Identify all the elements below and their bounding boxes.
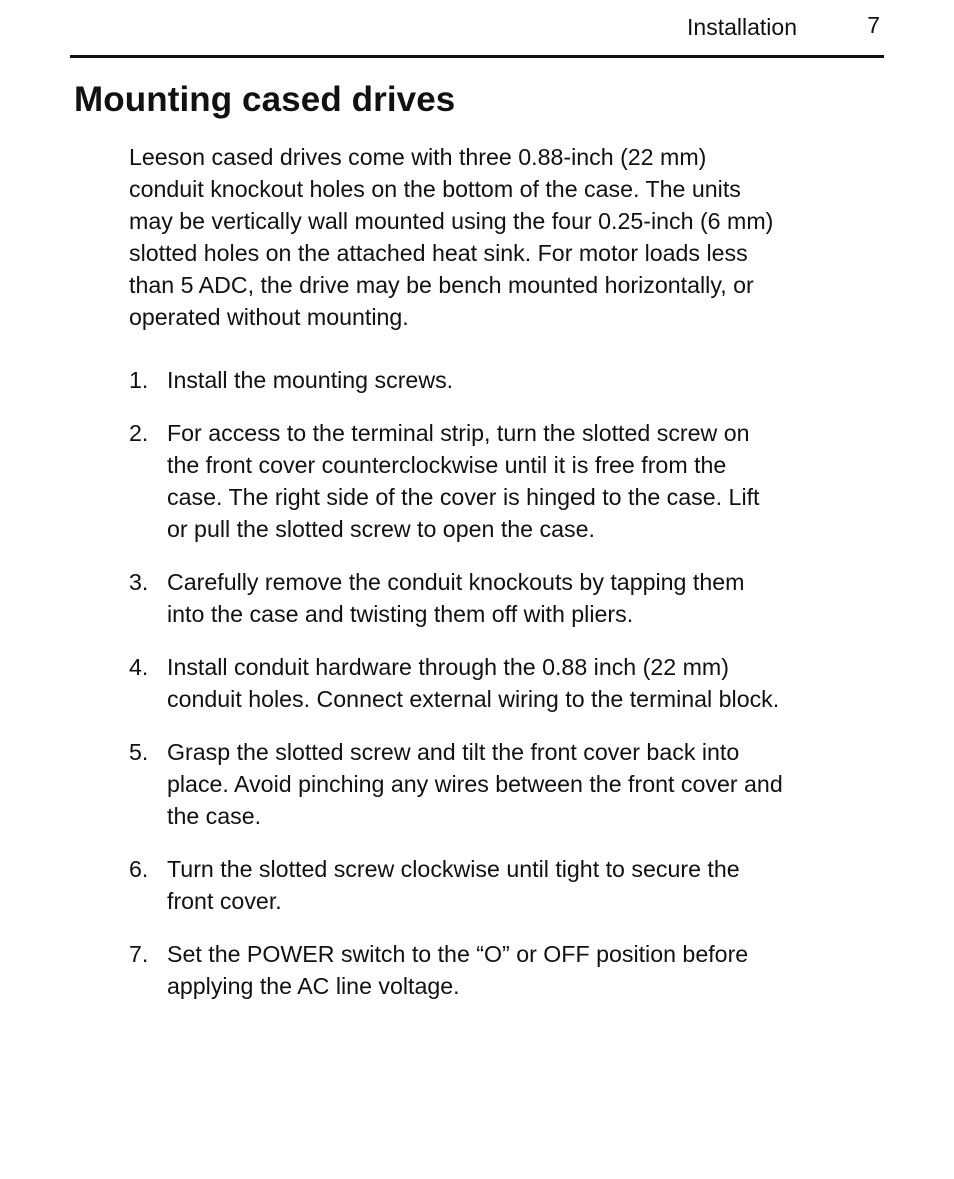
- step-item: [129, 736, 889, 832]
- step-line: Grasp the slotted screw and tilt the front cover back into: [167, 739, 740, 765]
- step-text: [167, 856, 740, 914]
- step-line: the case.: [167, 803, 262, 829]
- step-line: Turn the slotted screw clockwise until tight to secure the: [167, 856, 740, 882]
- intro-line: Leeson cased drives come with three 0.88-inch (22 mm): [129, 144, 707, 170]
- step-number: 7.: [129, 941, 149, 967]
- step-number: 1.: [129, 367, 149, 393]
- step-line: place. Avoid pinching any wires between the front cover and: [167, 771, 783, 797]
- step-text: [167, 569, 744, 627]
- step-line: or pull the slotted screw to open the case.: [167, 516, 595, 542]
- step-text: [167, 420, 759, 542]
- step-line: into the case and twisting them off with pliers.: [167, 601, 634, 627]
- intro-paragraph: [129, 141, 889, 333]
- step-number: 5.: [129, 739, 149, 765]
- step-item: [129, 566, 889, 630]
- body-content: [129, 141, 889, 1023]
- step-line: the front cover counterclockwise until it is free from the: [167, 452, 727, 478]
- step-text: [167, 739, 783, 829]
- step-line: Install the mounting screws.: [167, 367, 454, 393]
- step-line: conduit holes. Connect external wiring to the terminal block.: [167, 686, 780, 712]
- step-text: [167, 941, 748, 999]
- step-line: Install conduit hardware through the 0.88 inch (22 mm): [167, 654, 729, 680]
- section-name: Installation: [687, 14, 797, 40]
- step-item: [129, 853, 889, 917]
- steps-list: [129, 364, 889, 1002]
- step-item: [129, 364, 889, 396]
- intro-line: may be vertically wall mounted using the four 0.25-inch (6 mm): [129, 208, 774, 234]
- step-line: For access to the terminal strip, turn the slotted screw on: [167, 420, 750, 446]
- step-item: [129, 417, 889, 545]
- step-item: [129, 651, 889, 715]
- step-number: 2.: [129, 420, 149, 446]
- header-rule: [70, 55, 884, 58]
- running-header: [72, 12, 882, 44]
- step-line: applying the AC line voltage.: [167, 973, 460, 999]
- step-line: Carefully remove the conduit knockouts by tapping them: [167, 569, 745, 595]
- intro-line: operated without mounting.: [129, 304, 409, 330]
- step-number: 6.: [129, 856, 149, 882]
- step-text: [167, 367, 453, 393]
- page-title: Mounting cased drives: [74, 80, 456, 119]
- step-item: [129, 938, 889, 1002]
- page-number: 7: [867, 12, 880, 38]
- step-line: front cover.: [167, 888, 282, 914]
- step-number: 4.: [129, 654, 149, 680]
- step-line: case. The right side of the cover is hinged to the case. Lift: [167, 484, 760, 510]
- step-number: 3.: [129, 569, 149, 595]
- intro-line: conduit knockout holes on the bottom of the case. The units: [129, 176, 741, 202]
- intro-line: than 5 ADC, the drive may be bench mounted horizontally, or: [129, 272, 754, 298]
- step-line: Set the POWER switch to the “O” or OFF position before: [167, 941, 749, 967]
- intro-line: slotted holes on the attached heat sink. For motor loads less: [129, 240, 748, 266]
- step-text: [167, 654, 779, 712]
